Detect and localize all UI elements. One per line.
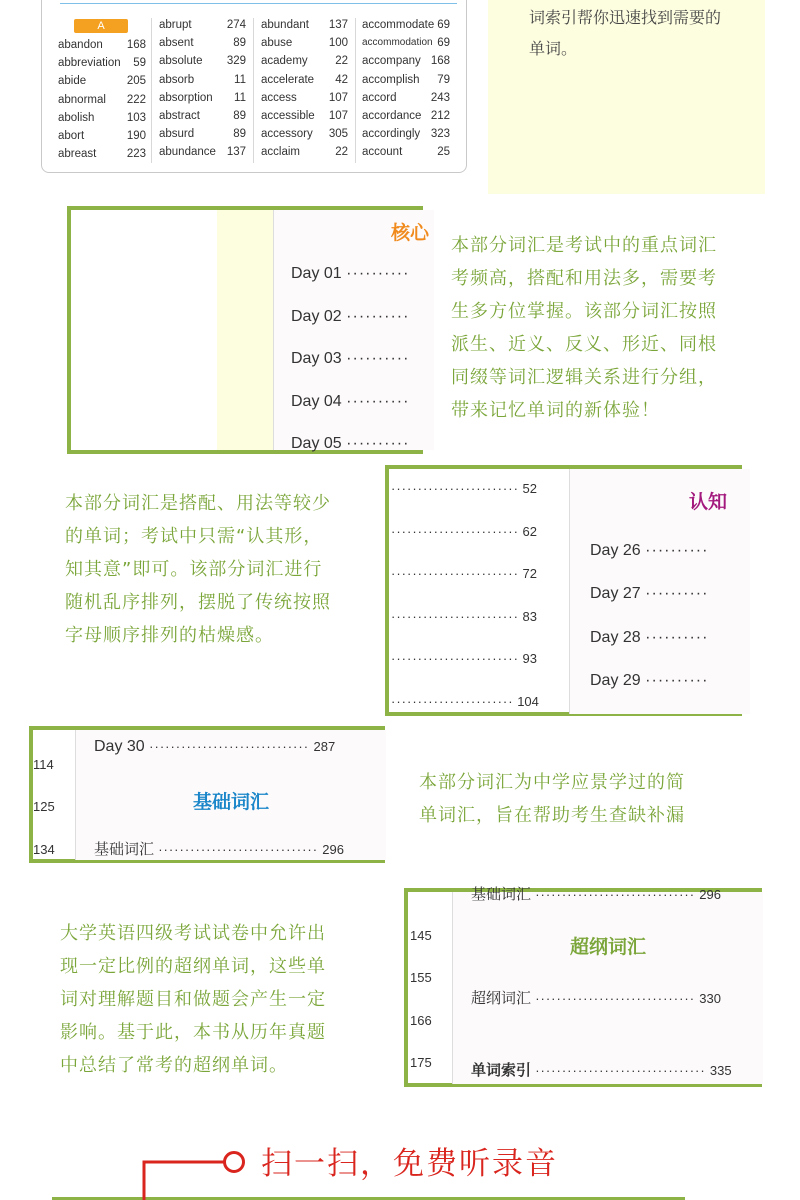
index-entry <box>58 109 146 127</box>
index-page-number: 89 <box>233 128 246 141</box>
index-entry <box>159 89 246 107</box>
index-letter-badge: A <box>74 19 128 33</box>
toc-entry: Day 29 ·········· <box>590 672 709 689</box>
index-page-number: 22 <box>335 55 348 68</box>
toc-entry: 基础词汇 ······························ 296 <box>471 886 721 903</box>
index-word: abbreviation <box>58 57 121 70</box>
index-entry <box>362 52 450 70</box>
index-word: accompany <box>362 55 421 68</box>
index-page-number: 305 <box>328 128 348 141</box>
core-section-title: 核心 <box>391 222 430 244</box>
index-page-number: 223 <box>126 148 146 161</box>
toc-entry: 超纲词汇 ······························ 330 <box>471 990 721 1007</box>
index-entry <box>159 16 246 34</box>
toc-entry: Day 30 ······························ 287 <box>94 738 336 755</box>
index-entry <box>261 107 348 125</box>
index-word: absolute <box>159 55 203 68</box>
index-divider <box>151 18 152 163</box>
index-page-number: 89 <box>233 37 246 50</box>
index-divider <box>253 18 254 163</box>
index-word: account <box>362 146 403 159</box>
index-word: abuse <box>261 37 293 50</box>
index-column-3 <box>261 16 348 162</box>
listen-banner-text: 扫一扫，免费听录音 <box>261 1146 558 1182</box>
index-entry <box>159 34 246 52</box>
index-entry <box>159 52 246 70</box>
page-ref: ························ 83 <box>391 609 537 624</box>
toc-entry: Day 28 ·········· <box>590 629 709 646</box>
index-entry <box>261 34 348 52</box>
index-page-number: 137 <box>226 146 246 159</box>
index-page-number: 323 <box>430 128 450 141</box>
index-entry <box>58 54 146 72</box>
index-page-number: 107 <box>328 91 348 104</box>
index-page-number: 168 <box>430 55 450 68</box>
index-word: absurd <box>159 128 195 141</box>
index-word: accommodation <box>362 37 433 49</box>
index-word: absent <box>159 37 194 50</box>
index-entry <box>159 107 246 125</box>
index-entry <box>58 72 146 90</box>
index-word: acclaim <box>261 146 300 159</box>
index-entry <box>362 34 450 52</box>
index-word: abreast <box>58 148 97 161</box>
index-word: accelerate <box>261 73 315 86</box>
index-entry <box>261 71 348 89</box>
index-entry <box>362 143 450 161</box>
toc-entry: Day 02 ·········· <box>291 308 410 325</box>
index-page-number: 103 <box>126 111 146 124</box>
page-ref: 175 <box>410 1055 432 1070</box>
index-word: accommodate <box>362 19 435 31</box>
toc-entry: Day 26 ·········· <box>590 542 709 559</box>
toc-entry: 单词索引 ································ 335 <box>471 1062 732 1079</box>
page-ref: 134 <box>33 842 55 857</box>
basic-section-title: 基础词汇 <box>193 791 270 813</box>
index-note-text: 词索引帮你迅速找到需要的 单词。 <box>529 8 722 58</box>
recognition-toc-frame <box>385 465 742 716</box>
toc-entry: 基础词汇 ······························ 296 <box>94 841 344 858</box>
index-page-number: 69 <box>437 19 450 31</box>
recognition-section-title: 认知 <box>689 491 728 513</box>
index-page-number: 89 <box>233 109 246 122</box>
index-entry <box>261 143 348 161</box>
index-page-number: 212 <box>430 109 450 122</box>
index-word: absorb <box>159 73 195 86</box>
page-ref: ························ 62 <box>391 524 537 539</box>
index-entry <box>261 125 348 143</box>
index-word: access <box>261 91 297 104</box>
index-page-number: 205 <box>126 75 146 88</box>
core-description: 本部分词汇是考试中的重点词汇 考频高，搭配和用法多，需要考 生多方位掌握。该部分词汇按照 派生、近义、反义、形近、同根 同缀等词汇逻辑关系进行分组， 带来记忆单词的新体验！ <box>451 235 717 421</box>
page-ref: 166 <box>410 1013 432 1028</box>
index-column-2 <box>159 16 246 162</box>
basic-toc-frame <box>29 726 385 863</box>
page-ref: 145 <box>410 928 432 943</box>
index-page-number: 79 <box>437 73 450 86</box>
index-word: abstract <box>159 109 200 122</box>
index-entry <box>261 89 348 107</box>
index-page-number: 107 <box>328 109 348 122</box>
page-ref: 125 <box>33 799 55 814</box>
toc-page <box>274 210 434 450</box>
index-note-panel <box>488 0 765 194</box>
banner-connector-icon <box>140 1148 250 1200</box>
page-ref: 114 <box>33 757 54 772</box>
beyond-description: 大学英语四级考试试卷中允许出 现一定比例的超纲单词，这些单 词对理解题目和做题会产生一定 影响。基于此，本书从历年真题 中总结了常考的超纲单词。 <box>60 923 326 1076</box>
index-page-number: 100 <box>328 37 348 50</box>
index-page-number: 11 <box>234 91 246 104</box>
index-word: accordingly <box>362 128 421 141</box>
index-entry <box>362 71 450 89</box>
index-page-number: 69 <box>437 37 450 50</box>
index-word: abandon <box>58 39 103 51</box>
index-page-number: 137 <box>328 19 348 31</box>
index-page-number: 42 <box>335 73 348 86</box>
toc-entry: Day 04 ·········· <box>291 393 410 410</box>
index-word: academy <box>261 55 308 68</box>
toc-entry: Day 27 ·········· <box>590 585 709 602</box>
basic-description: 本部分词汇为中学应景学过的简 单词汇，旨在帮助考生查缺补漏 <box>419 772 685 826</box>
index-word: abolish <box>58 111 95 124</box>
index-column-4 <box>362 16 450 162</box>
index-page-number: 222 <box>126 93 146 106</box>
index-page-number: 274 <box>226 19 246 31</box>
toc-entry: Day 05 ·········· <box>291 435 410 452</box>
core-toc-frame <box>67 206 430 454</box>
index-entry <box>159 143 246 161</box>
index-entry <box>261 52 348 70</box>
page-ref: 155 <box>410 970 432 985</box>
index-page-number: 168 <box>126 39 146 51</box>
index-page-number: 22 <box>335 146 348 159</box>
index-entry <box>58 127 146 145</box>
index-page-number: 11 <box>234 73 246 86</box>
index-word: accessible <box>261 109 315 122</box>
index-word: accord <box>362 91 397 104</box>
index-entry <box>362 89 450 107</box>
page-ref: ······················· 104 <box>391 694 539 709</box>
page-ref: ························ 93 <box>391 651 537 666</box>
index-top-line <box>60 3 457 4</box>
index-column-1 <box>58 36 146 163</box>
index-entry <box>58 91 146 109</box>
index-word: accomplish <box>362 73 420 86</box>
index-page-number: 329 <box>226 55 246 68</box>
index-entry <box>159 71 246 89</box>
index-word: abnormal <box>58 93 106 106</box>
index-page-number: 59 <box>133 57 146 70</box>
index-word: absorption <box>159 91 213 104</box>
index-entry <box>362 107 450 125</box>
index-page-number: 190 <box>126 129 146 142</box>
index-entry <box>362 16 450 34</box>
index-page-number: 25 <box>437 146 450 159</box>
toc-entry: Day 03 ·········· <box>291 350 410 367</box>
index-word: abide <box>58 75 87 88</box>
beyond-toc-frame <box>404 888 762 1087</box>
index-word: abort <box>58 129 85 142</box>
toc-entry: Day 01 ·········· <box>291 265 410 282</box>
index-entry <box>159 125 246 143</box>
recognition-description: 本部分词汇是搭配、用法等较少 的单词；考试中只需“认其形， 知其意”即可。该部分词汇进行 随机乱序排列，摆脱了传统按照 字母顺序排列的枯燥感。 <box>65 493 331 646</box>
index-entry <box>58 36 146 54</box>
index-entry <box>362 125 450 143</box>
index-page-number: 243 <box>430 91 450 104</box>
index-word: abundance <box>159 146 216 159</box>
beyond-section-title: 超纲词汇 <box>570 936 647 958</box>
index-divider <box>355 18 356 163</box>
page-ref: ························ 72 <box>391 566 537 581</box>
index-entry <box>261 16 348 34</box>
yellow-strip <box>217 210 273 450</box>
index-word: abundant <box>261 19 309 31</box>
index-word: accessory <box>261 128 313 141</box>
index-word: accordance <box>362 109 422 122</box>
index-entry <box>58 145 146 163</box>
index-word: abrupt <box>159 19 192 31</box>
page-ref: ························ 52 <box>391 481 537 496</box>
